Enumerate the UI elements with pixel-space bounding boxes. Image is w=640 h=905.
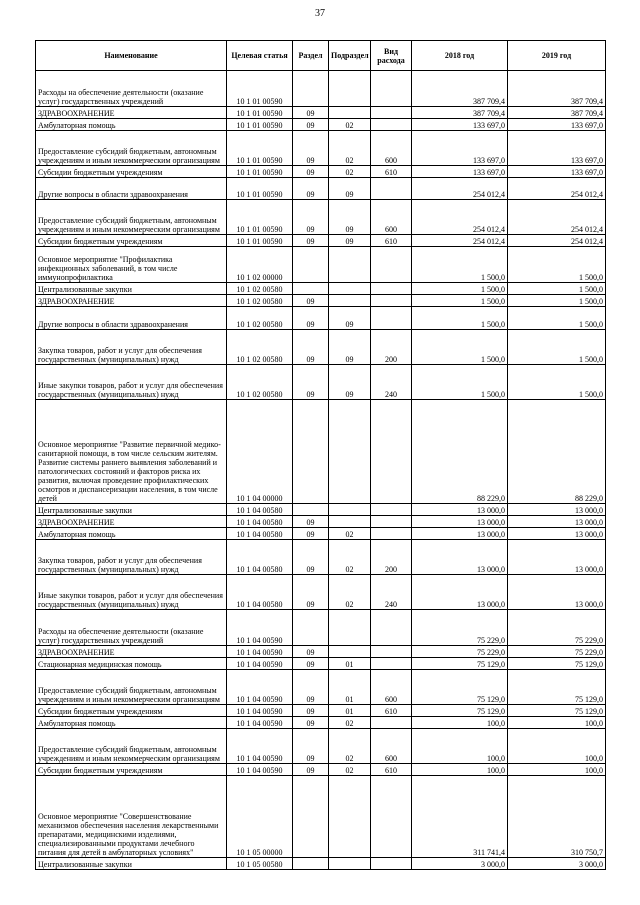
cell-2018: 1 500,0	[412, 295, 508, 307]
cell-section: 09	[293, 670, 329, 705]
cell-subsection: 02	[329, 528, 371, 540]
cell-subsection	[329, 247, 371, 283]
cell-name: Предоставление субсидий бюджетным, автономным учреждениям и иным некоммерческим организациям	[36, 131, 227, 166]
cell-subsection	[329, 858, 371, 870]
cell-section	[293, 71, 329, 107]
cell-subsection: 09	[329, 307, 371, 330]
cell-2018: 75 229,0	[412, 610, 508, 646]
cell-name: Амбулаторная помощь	[36, 717, 227, 729]
table-row	[36, 776, 606, 858]
cell-target-code: 10 1 01 00590	[227, 119, 293, 131]
header-section: Раздел	[293, 41, 329, 71]
cell-expense-type	[371, 178, 412, 200]
cell-name: Основное мероприятие "Профилактика инфекционных заболеваний, в том числе иммунопрофилактика	[36, 247, 227, 283]
cell-2018: 1 500,0	[412, 365, 508, 400]
cell-2019: 13 000,0	[508, 540, 606, 575]
table-row	[36, 516, 606, 528]
header-subsection: Подраздел	[329, 41, 371, 71]
cell-section	[293, 610, 329, 646]
cell-expense-type: 610	[371, 235, 412, 247]
cell-section: 09	[293, 365, 329, 400]
cell-2018: 75 229,0	[412, 646, 508, 658]
table-row	[36, 247, 606, 283]
cell-subsection	[329, 776, 371, 858]
cell-2019: 13 000,0	[508, 504, 606, 516]
table-row	[36, 166, 606, 178]
cell-expense-type: 240	[371, 365, 412, 400]
table-row	[36, 705, 606, 717]
table-row	[36, 764, 606, 776]
cell-name: ЗДРАВООХРАНЕНИЕ	[36, 516, 227, 528]
cell-2019: 88 229,0	[508, 400, 606, 504]
cell-2019: 254 012,4	[508, 235, 606, 247]
table-body	[36, 71, 606, 870]
cell-subsection: 02	[329, 717, 371, 729]
cell-2019: 310 750,7	[508, 776, 606, 858]
cell-subsection	[329, 107, 371, 119]
cell-name: Закупка товаров, работ и услуг для обеспечения государственных (муниципальных) нужд	[36, 330, 227, 365]
cell-subsection: 02	[329, 166, 371, 178]
cell-name: Другие вопросы в области здравоохранения	[36, 178, 227, 200]
cell-2019: 75 229,0	[508, 646, 606, 658]
cell-subsection: 01	[329, 705, 371, 717]
cell-section: 09	[293, 235, 329, 247]
cell-expense-type	[371, 646, 412, 658]
cell-name: Предоставление субсидий бюджетным, автономным учреждениям и иным некоммерческим организациям	[36, 200, 227, 235]
cell-subsection	[329, 283, 371, 295]
cell-expense-type	[371, 516, 412, 528]
cell-expense-type	[371, 107, 412, 119]
cell-section: 09	[293, 658, 329, 670]
cell-expense-type: 600	[371, 131, 412, 166]
cell-2019: 13 000,0	[508, 516, 606, 528]
table-row	[36, 119, 606, 131]
cell-section: 09	[293, 119, 329, 131]
cell-target-code: 10 1 05 00580	[227, 858, 293, 870]
cell-subsection: 01	[329, 658, 371, 670]
cell-target-code: 10 1 04 00580	[227, 575, 293, 610]
cell-target-code: 10 1 04 00590	[227, 705, 293, 717]
cell-section: 09	[293, 540, 329, 575]
cell-subsection: 02	[329, 575, 371, 610]
cell-target-code: 10 1 02 00580	[227, 330, 293, 365]
cell-subsection: 09	[329, 365, 371, 400]
table-row	[36, 178, 606, 200]
cell-2018: 13 000,0	[412, 516, 508, 528]
table-row	[36, 717, 606, 729]
cell-target-code: 10 1 02 00000	[227, 247, 293, 283]
cell-2019: 75 129,0	[508, 670, 606, 705]
cell-subsection: 09	[329, 330, 371, 365]
cell-2019: 75 229,0	[508, 610, 606, 646]
cell-name: Расходы на обеспечение деятельности (оказание услуг) государственных учреждений	[36, 71, 227, 107]
cell-2019: 1 500,0	[508, 295, 606, 307]
cell-name: Предоставление субсидий бюджетным, автономным учреждениям и иным некоммерческим организациям	[36, 670, 227, 705]
cell-2019: 254 012,4	[508, 200, 606, 235]
cell-2019: 1 500,0	[508, 283, 606, 295]
cell-name: Стационарная медицинская помощь	[36, 658, 227, 670]
cell-2018: 254 012,4	[412, 178, 508, 200]
cell-expense-type	[371, 528, 412, 540]
cell-target-code: 10 1 04 00580	[227, 504, 293, 516]
cell-target-code: 10 1 04 00590	[227, 658, 293, 670]
cell-section: 09	[293, 705, 329, 717]
cell-name: Иные закупки товаров, работ и услуг для обеспечения государственных (муниципальных) нужд	[36, 365, 227, 400]
cell-expense-type: 600	[371, 200, 412, 235]
cell-subsection	[329, 295, 371, 307]
cell-expense-type	[371, 658, 412, 670]
cell-2018: 254 012,4	[412, 235, 508, 247]
cell-2018: 13 000,0	[412, 540, 508, 575]
cell-2018: 1 500,0	[412, 307, 508, 330]
cell-2018: 75 129,0	[412, 705, 508, 717]
cell-2019: 100,0	[508, 729, 606, 764]
cell-target-code: 10 1 04 00590	[227, 610, 293, 646]
cell-name: ЗДРАВООХРАНЕНИЕ	[36, 295, 227, 307]
table-row	[36, 646, 606, 658]
cell-2019: 387 709,4	[508, 107, 606, 119]
table-row	[36, 504, 606, 516]
cell-2018: 387 709,4	[412, 107, 508, 119]
cell-target-code: 10 1 04 00580	[227, 540, 293, 575]
cell-target-code: 10 1 05 00000	[227, 776, 293, 858]
cell-subsection	[329, 646, 371, 658]
cell-2019: 133 697,0	[508, 131, 606, 166]
cell-2019: 100,0	[508, 717, 606, 729]
cell-subsection: 01	[329, 670, 371, 705]
cell-section: 09	[293, 107, 329, 119]
cell-expense-type: 200	[371, 540, 412, 575]
cell-section: 09	[293, 330, 329, 365]
cell-expense-type: 600	[371, 729, 412, 764]
cell-2019: 133 697,0	[508, 119, 606, 131]
cell-target-code: 10 1 04 00580	[227, 516, 293, 528]
cell-section: 09	[293, 178, 329, 200]
cell-name: Основное мероприятие "Развитие первичной медико-санитарной помощи, в том числе сельским жителям. Развитие системы раннего выявления заболеваний и патологических состояний и факторов риска их развития, включая проведение профилактических осмотров и диспансеризации населения, в том числе детей	[36, 400, 227, 504]
table-row	[36, 670, 606, 705]
cell-target-code: 10 1 02 00580	[227, 365, 293, 400]
cell-name: Централизованные закупки	[36, 283, 227, 295]
cell-section: 09	[293, 131, 329, 166]
cell-expense-type: 240	[371, 575, 412, 610]
header-name: Наименование	[36, 41, 227, 71]
cell-subsection	[329, 71, 371, 107]
cell-subsection: 02	[329, 131, 371, 166]
cell-expense-type	[371, 71, 412, 107]
cell-2019: 100,0	[508, 764, 606, 776]
cell-target-code: 10 1 04 00590	[227, 670, 293, 705]
table-row	[36, 283, 606, 295]
table-row	[36, 330, 606, 365]
cell-name: Другие вопросы в области здравоохранения	[36, 307, 227, 330]
cell-expense-type	[371, 283, 412, 295]
cell-section	[293, 504, 329, 516]
cell-section	[293, 247, 329, 283]
table-row	[36, 658, 606, 670]
table-row	[36, 528, 606, 540]
table-row	[36, 365, 606, 400]
table-row	[36, 307, 606, 330]
cell-expense-type	[371, 858, 412, 870]
cell-subsection: 02	[329, 764, 371, 776]
cell-2018: 133 697,0	[412, 166, 508, 178]
cell-expense-type	[371, 400, 412, 504]
cell-2018: 133 697,0	[412, 131, 508, 166]
cell-2018: 3 000,0	[412, 858, 508, 870]
table-row	[36, 295, 606, 307]
table-row	[36, 858, 606, 870]
cell-name: Централизованные закупки	[36, 504, 227, 516]
cell-2018: 88 229,0	[412, 400, 508, 504]
cell-name: Субсидии бюджетным учреждениям	[36, 705, 227, 717]
cell-expense-type	[371, 247, 412, 283]
cell-subsection	[329, 610, 371, 646]
cell-name: Амбулаторная помощь	[36, 528, 227, 540]
cell-target-code: 10 1 01 00590	[227, 200, 293, 235]
cell-subsection	[329, 516, 371, 528]
cell-target-code: 10 1 04 00590	[227, 729, 293, 764]
cell-expense-type: 600	[371, 670, 412, 705]
table-row	[36, 575, 606, 610]
cell-section: 09	[293, 166, 329, 178]
cell-name: Предоставление субсидий бюджетным, автономным учреждениям и иным некоммерческим организациям	[36, 729, 227, 764]
table-row	[36, 540, 606, 575]
cell-section: 09	[293, 729, 329, 764]
cell-target-code: 10 1 01 00590	[227, 71, 293, 107]
table-header-row	[36, 41, 606, 71]
cell-2019: 13 000,0	[508, 575, 606, 610]
cell-target-code: 10 1 04 00000	[227, 400, 293, 504]
cell-2019: 1 500,0	[508, 307, 606, 330]
cell-subsection: 09	[329, 178, 371, 200]
cell-section	[293, 858, 329, 870]
cell-expense-type	[371, 307, 412, 330]
cell-2019: 1 500,0	[508, 365, 606, 400]
cell-2018: 13 000,0	[412, 504, 508, 516]
cell-2018: 13 000,0	[412, 575, 508, 610]
cell-2018: 133 697,0	[412, 119, 508, 131]
cell-name: Субсидии бюджетным учреждениям	[36, 764, 227, 776]
page-number: 37	[315, 8, 325, 19]
cell-name: Субсидии бюджетным учреждениям	[36, 166, 227, 178]
cell-target-code: 10 1 01 00590	[227, 166, 293, 178]
table-row	[36, 400, 606, 504]
cell-section: 09	[293, 528, 329, 540]
cell-target-code: 10 1 01 00590	[227, 131, 293, 166]
cell-target-code: 10 1 01 00590	[227, 235, 293, 247]
cell-section: 09	[293, 307, 329, 330]
cell-name: Амбулаторная помощь	[36, 119, 227, 131]
cell-2019: 133 697,0	[508, 166, 606, 178]
cell-target-code: 10 1 01 00590	[227, 178, 293, 200]
header-type: Вид расхода	[371, 41, 412, 71]
cell-section: 09	[293, 516, 329, 528]
cell-name: ЗДРАВООХРАНЕНИЕ	[36, 646, 227, 658]
cell-section	[293, 776, 329, 858]
cell-2018: 254 012,4	[412, 200, 508, 235]
cell-2018: 100,0	[412, 729, 508, 764]
cell-target-code: 10 1 02 00580	[227, 307, 293, 330]
cell-section: 09	[293, 295, 329, 307]
cell-expense-type	[371, 504, 412, 516]
cell-2018: 311 741,4	[412, 776, 508, 858]
cell-expense-type	[371, 776, 412, 858]
cell-target-code: 10 1 04 00590	[227, 717, 293, 729]
cell-subsection	[329, 504, 371, 516]
table-row	[36, 235, 606, 247]
cell-2018: 1 500,0	[412, 330, 508, 365]
cell-expense-type: 610	[371, 705, 412, 717]
header-2019: 2019 год	[508, 41, 606, 71]
cell-name: Закупка товаров, работ и услуг для обеспечения государственных (муниципальных) нужд	[36, 540, 227, 575]
cell-section: 09	[293, 575, 329, 610]
cell-2018: 1 500,0	[412, 247, 508, 283]
cell-2018: 1 500,0	[412, 283, 508, 295]
table-row	[36, 131, 606, 166]
cell-target-code: 10 1 02 00580	[227, 295, 293, 307]
cell-section	[293, 283, 329, 295]
cell-section: 09	[293, 764, 329, 776]
header-code: Целевая статья	[227, 41, 293, 71]
cell-expense-type	[371, 717, 412, 729]
cell-2019: 254 012,4	[508, 178, 606, 200]
cell-2018: 387 709,4	[412, 71, 508, 107]
cell-subsection: 02	[329, 540, 371, 575]
cell-2018: 13 000,0	[412, 528, 508, 540]
cell-name: ЗДРАВООХРАНЕНИЕ	[36, 107, 227, 119]
cell-target-code: 10 1 04 00590	[227, 646, 293, 658]
table-row	[36, 71, 606, 107]
cell-2018: 75 129,0	[412, 658, 508, 670]
cell-name: Иные закупки товаров, работ и услуг для обеспечения государственных (муниципальных) нужд	[36, 575, 227, 610]
cell-name: Основное мероприятие "Совершенствование механизмов обеспечения населения лекарственными препаратами, медицинскими изделиями, специализированными продуктами лечебного питания для детей в амбулаторных условиях"	[36, 776, 227, 858]
cell-2018: 100,0	[412, 764, 508, 776]
cell-expense-type: 200	[371, 330, 412, 365]
cell-2018: 100,0	[412, 717, 508, 729]
cell-expense-type	[371, 295, 412, 307]
cell-subsection	[329, 400, 371, 504]
cell-section: 09	[293, 646, 329, 658]
cell-section: 09	[293, 717, 329, 729]
cell-subsection: 02	[329, 729, 371, 764]
cell-section	[293, 400, 329, 504]
cell-2019: 75 129,0	[508, 658, 606, 670]
cell-2019: 1 500,0	[508, 330, 606, 365]
table-row	[36, 729, 606, 764]
cell-expense-type	[371, 610, 412, 646]
table-row	[36, 610, 606, 646]
cell-section: 09	[293, 200, 329, 235]
cell-2019: 13 000,0	[508, 528, 606, 540]
cell-subsection: 02	[329, 119, 371, 131]
table-row	[36, 107, 606, 119]
cell-2019: 1 500,0	[508, 247, 606, 283]
cell-2019: 387 709,4	[508, 71, 606, 107]
cell-name: Субсидии бюджетным учреждениям	[36, 235, 227, 247]
cell-2018: 75 129,0	[412, 670, 508, 705]
cell-target-code: 10 1 01 00590	[227, 107, 293, 119]
cell-2019: 75 129,0	[508, 705, 606, 717]
cell-name: Централизованные закупки	[36, 858, 227, 870]
cell-expense-type: 610	[371, 764, 412, 776]
cell-expense-type	[371, 119, 412, 131]
table-row	[36, 200, 606, 235]
cell-subsection: 09	[329, 235, 371, 247]
cell-2019: 3 000,0	[508, 858, 606, 870]
cell-expense-type: 610	[371, 166, 412, 178]
cell-subsection: 09	[329, 200, 371, 235]
header-2018: 2018 год	[412, 41, 508, 71]
cell-target-code: 10 1 04 00590	[227, 764, 293, 776]
budget-table	[35, 40, 606, 870]
cell-target-code: 10 1 02 00580	[227, 283, 293, 295]
cell-name: Расходы на обеспечение деятельности (оказание услуг) государственных учреждений	[36, 610, 227, 646]
cell-target-code: 10 1 04 00580	[227, 528, 293, 540]
